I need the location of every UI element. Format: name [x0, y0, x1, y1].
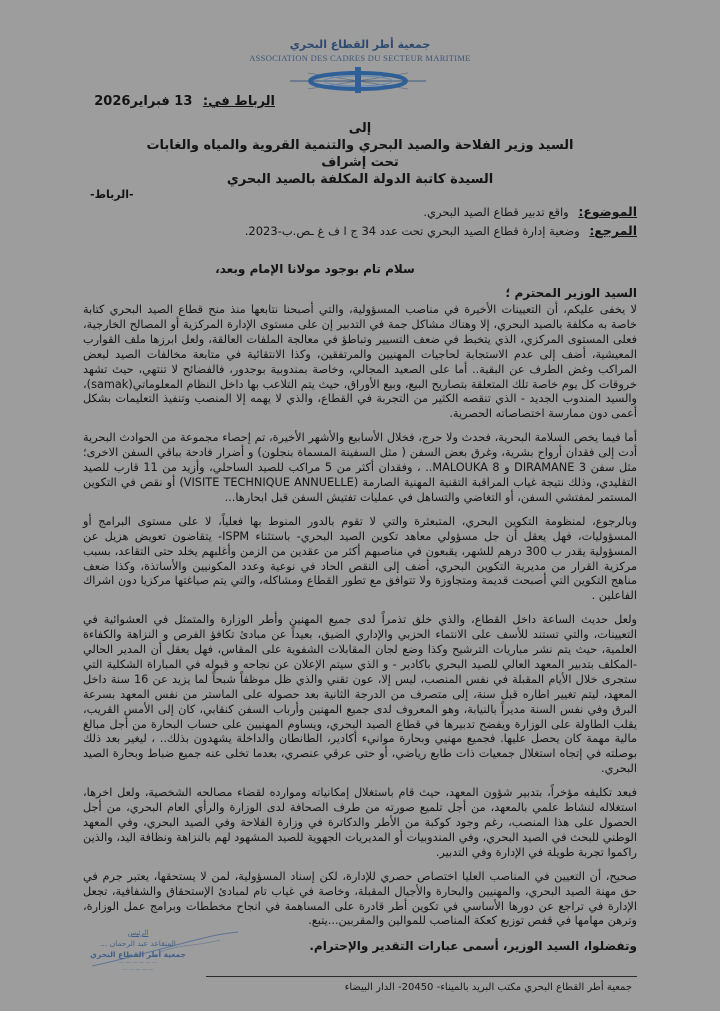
date-label: الرباط في:	[202, 94, 275, 109]
stamp-organization: جمعية أطر القطاع البحري	[90, 950, 186, 959]
subject-value: واقع تدبير قطاع الصيد البحري.	[423, 205, 569, 219]
reference-label: المرجع:	[589, 223, 637, 238]
letterhead	[0, 38, 720, 64]
stamp-title: الرئيس	[127, 929, 149, 937]
reference-line	[245, 223, 637, 238]
body-paragraph: أما فيما يخص السلامة البحرية، فحدث ولا حرج، فخلال الأسابيع والأشهر الأخيرة، تم إحصاء مجموعة من الحوادث البحرية أدت إلى فقدان أرواح بشرية، وغرق بعض السفن ( مثل السفينة المسماة بنجلون) و أضرار فادحة بباقي السفن الاخرى؛ مثل سفن DIRAMANE 3 و MALOUKA 8.. ، وفقدان أكثر من 5 مراكب للصيد الساحلي، وأزيد من 11 قارب للصيد التقليدي، وذلك نتيجة غياب المراقبة التقنية المهنية الصارمة (VISITE TECHNIQUE ANNUELLE) أو نقص في التكوين المستمر لمفتشي السفن، أو التغاضي والتساهل في عمليات تفتيش السفن قبل ابحارها...	[83, 431, 637, 504]
closing-line: وتفضلوا، السيد الوزير، أسمى عبارات التقدير والإحترام.	[309, 939, 637, 953]
body-paragraph: صحيح، أن التعيين في المناصب العليا اختصاص حصري للإدارة، لكن إسناد المسؤولية، لمن لا يستحقها، يعتبر جرم في حق مهنة الصيد البحري، والمهنيين والبحارة والأجيال المقبلة، وخاصة في غياب تام لمبادئ الإستحقاق والشفافية، تجعل الإدارة في تراجع عن دورها الأساسي في تكوين أطر قادرة على المساهمة في انجاح مخططات وبرامج عمل الوزارة، وترهن مهامها في قفص توزيع كعكة المناصب للموالين والمقربين...يتبع.	[83, 869, 637, 928]
ship-wheel-anchor-icon	[288, 63, 428, 93]
stamp-details: — — — — —	[122, 967, 154, 973]
body-paragraph: فبعد تكليفه مؤخراً، بتدبير شؤون المعهد، حيث قام باستغلال إمكانياته وموارده لقضاء مصالحه الشخصية، ولعل اخرها، استغلاله لنشاط علمي بالمعهد، من أجل تلميع صورته من طرف الصحافة لدى الوزارة والرأي العام البحري، من أجل الحصول على هذا المنصب، رغم وجود كوكبة من الأطر والدكاترة في وزارة الفلاحة وفي الصيد البحري، وفي المعهد الوطني للبحث في الصيد البحري، وفي المندوبيات أو المديريات الجهوية للصيد المشهود لهم بالنزاهة ونظافة اليد، والذين راكموا تجربة طويلة في الإدارة وفي التدبير.	[83, 786, 637, 859]
to-label: إلى	[348, 121, 372, 136]
recipient-city: -الرباط-	[90, 188, 134, 201]
subject-label: الموضوع:	[578, 204, 637, 219]
footer-address: جمعية أطر القطاع البحري مكتب البريد بالميناء- 20450- الدار البيضاء	[344, 982, 632, 993]
under-supervision-label: تحت إشراف	[321, 155, 399, 170]
addressee-block	[60, 120, 660, 188]
letter-body	[83, 303, 637, 938]
subject-line	[423, 204, 637, 219]
footer-divider	[206, 976, 637, 977]
stamp-name: المتقاعد عبد الرحمان ...	[100, 939, 176, 948]
body-paragraph: ولعل حديث الساعة داخل القطاع، والذي خلق تذمراً لدى جميع المهنين وأطر الوزارة والمتمثل في العشوائية في التعيينات، والتي تستند للأسف على الانتماء الحزبي والإداري الضيق، بعيداً عن مبادئ تكافؤ الفرص و النزاهة والكفاءة العلمية، حيث يتم نشر مباريات الترشيح وكذا وضع لجان المقابلات الشفوية على المقاس، فهل يعقل أن المدير الحالي -المكلف بتدبير المعهد العالي للصيد البحري باكادير - و الذي سيتم الإعلان عن نجاحه و قبوله في المباراة الشكلية التي ستجرى خلال الأيام المقبلة في نفس المنصب، ليس إلا، عون تقني والذي ظل موظفاً شبحاً لما يزيد عن 16 سنة داخل المعهد، ليتم تغيير اطاره قبل سنة، إلى متصرف من الدرجة الثانية بعد حصوله على الماستر من نفس المعهد بسرعة البرق وفي نفس السنة مديراً بالنيابة، وهو المعروف لدى جميع المهنين وأرباب السفن كنقابي، كان إلى الأمس القريب، يقلب الطاولة على الوزارة ويفضح تدبيرها في قطاع الصيد البحري، ويساوم المهنيين على حساب البحارة من أجل مبالغ مالية مهمة كان يحصل عليها. فجميع مهنيي وبحارة موانيء أكادير، الطانطان والداخلة يشهدون بذلك.. ، ليغير بعد ذلك بوصلته في إتجاه استغلال جمعيات ذات طابع رياضي، أو حتى عرقي عنصري، بعدما تخلى عنه جميع ضباط وبحارة الصيد البحري.	[83, 613, 637, 776]
body-paragraph: وبالرجوع، لمنظومة التكوين البحري، المتبعثرة والتي لا تقوم بالدور المنوط بها فعلياً، لا على مستوى البرامج أو المسؤوليات، فهل يعقل أن جل مسؤولي معاهد تكوين الصيد البحري- باستثناء ISPM- يتقاضون تعويض هزيل عن المسؤولية يقدر ب 300 درهم للشهر، يقبعون في مناصبهم أكثر من عقدين من الزمن وأغلبهم يخلد حتى التقاعد، بسبب مركزية القرار من مديرية التكوين البحري، أضف إلى النقص الحاد في نوعية وعدد المكونيين والأساتذة، وكذا ضعف مناهج التكوين التي أصبحت قديمة ومتجاوزة ولا تتوافق مع تطور القطاع ومشاكله، والتي يتم صياغتها مركزيا دون اشراك الفاعلين .	[83, 514, 638, 603]
date-value: 13 فبراير2026	[94, 94, 193, 109]
association-name-arabic: جمعية أطر القطاع البحري	[289, 38, 431, 51]
salutation: سلام تام بوجود مولانا الإمام وبعد،	[215, 262, 415, 276]
association-name-french: ASSOCIATION DES CADRES DU SECTEUR MARITIME	[249, 53, 471, 63]
body-paragraph: لا يخفى عليكم، أن التعيينات الأخيرة في مناصب المسؤولية، والتي أصبحنا نتابعها منذ منح قطاع الصيد البحري كتابة خاصة به مكلفة بالصيد البحري، إلا وهناك مشاكل جمة في التدبير إن على مستوى الإدارة المركزية أو المصالح الخارجية، فعلى المستوى المركزي، الذي يتخبط في ضعف التسيير وتباطؤ في معالجة الملفات العالقة، ولعل ابرزها ملف القوارب المعيشية، أضف إلى عدم الاستجابة لحاجيات المهنيين والمرتفقين، وكذا الانتقائية في متابعة مخالفات الصيد لبعض المراكب وغض الطرف عن البقية.. أما على الصعيد المجالي، وخاصة بمندوبية بوجدور، فالفضائح لا تنتهي، حيث تشهد خروقات كل يوم خاصة تلك المتعلقة بتصاريح البيع، وبيع الأوراق، حيث يتم التلاعب بها داخل النظام المعلوماتي(samak)، والسيد المندوب الجديد - الذي تنقصه الكثير من التجربة في القطاع، والذي لا يهمه إلا المنصب وتنفيذ التعليمات بشكل أعمى دون ممارسة اختصاصاته الحصرية.	[83, 303, 637, 421]
reference-value: وضعية إدارة قطاع الصيد البحري تحت عدد 34 ج ا ف غ ـص.ب-2023.	[244, 224, 580, 238]
recipient: السيد وزير الفلاحة والصيد البحري والتنمية القروية والمياه والغابات	[146, 138, 574, 153]
letter-date	[94, 94, 275, 109]
signature-icon	[90, 930, 240, 970]
greeting: السيد الوزير المحترم ؛	[505, 286, 637, 300]
stamp-details: — — — — — —	[119, 960, 157, 966]
supervisor: السيدة كاتبة الدولة المكلفة بالصيد البحري	[226, 172, 494, 187]
